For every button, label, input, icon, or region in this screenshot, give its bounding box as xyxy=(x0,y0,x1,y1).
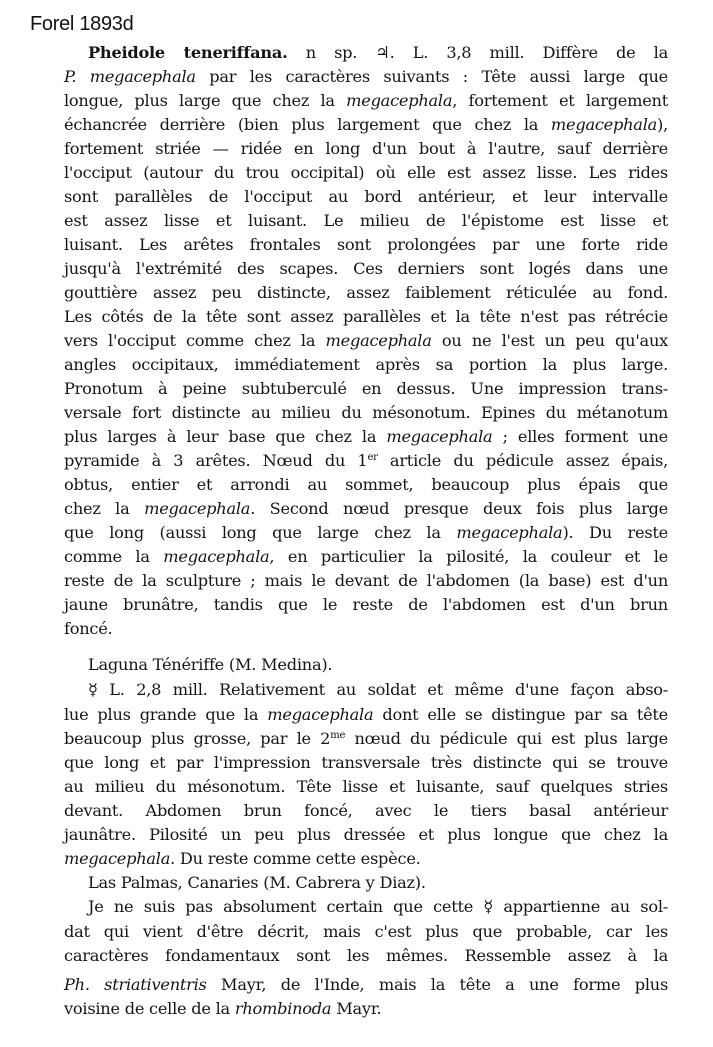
text-line xyxy=(64,330,668,352)
text-run: devant. Abdomen brun foncé, avec le tiers basal antérieur xyxy=(64,801,668,820)
text-run: luisant. Les arêtes frontales sont prolongées par une forte ride xyxy=(64,235,668,254)
text-run: lue plus grande que la xyxy=(64,705,268,724)
text-run: dont elle se distingue par sa tête xyxy=(373,705,668,724)
text-line xyxy=(64,998,668,1020)
text-run: . Second nœud presque deux fois plus large xyxy=(250,499,668,518)
text-line xyxy=(64,921,668,943)
text-line xyxy=(64,114,668,136)
text-run: l'occiput (autour du trou occipital) où elle est assez lisse. Les rides xyxy=(64,163,668,182)
superscript: me xyxy=(330,730,346,741)
italic-taxon: megacephala xyxy=(267,705,374,724)
text-run: , fortement et largement xyxy=(452,91,668,110)
text-line xyxy=(64,258,668,280)
text-line xyxy=(64,570,668,592)
text-run: chez la xyxy=(64,499,145,518)
text-line xyxy=(64,210,668,232)
text-line xyxy=(64,522,668,544)
text-run: foncé. xyxy=(64,619,113,638)
text-line xyxy=(64,450,668,472)
text-run: jusqu'à l'extrémité des scapes. Ces derniers sont logés dans une xyxy=(64,259,668,278)
text-line xyxy=(64,776,668,798)
text-line xyxy=(64,498,668,520)
text-line xyxy=(88,872,668,894)
text-line xyxy=(64,945,668,967)
text-run: est assez lisse et luisant. Le milieu de l'épistome est lisse et xyxy=(64,211,668,230)
italic-taxon: rhombinoda xyxy=(234,999,332,1018)
text-run: ). Du reste xyxy=(562,523,668,542)
text-run: ), xyxy=(657,115,668,134)
text-run: comme la xyxy=(64,547,164,566)
text-run: longue, plus large que chez la xyxy=(64,91,347,110)
text-line xyxy=(64,282,668,304)
text-run: n sp. ♃. L. 3,8 mill. Diffère de la xyxy=(287,43,669,62)
text-run: versale fort distincte au milieu du mésonotum. Epines du métanotum xyxy=(64,403,668,422)
text-run: que long et par l'impression transversale très distincte qui se trouve xyxy=(64,753,668,772)
text-run: , en particulier la pilosité, la couleur et le xyxy=(269,547,668,566)
text-run: sont parallèles de l'occiput au bord antérieur, et leur intervalle xyxy=(64,187,668,206)
text-line xyxy=(64,66,668,88)
text-line xyxy=(88,679,668,701)
text-run: Pronotum à peine subtuberculé en dessus. Une impression trans- xyxy=(64,379,668,398)
text-line xyxy=(64,90,668,112)
italic-taxon: megacephala xyxy=(163,547,270,566)
text-run: ; elles forment une xyxy=(492,427,668,446)
text-run: ou ne l'est un peu qu'aux xyxy=(431,331,669,350)
text-run: échancrée derrière (bien plus largement que chez la xyxy=(64,115,551,134)
text-line xyxy=(64,800,668,822)
text-run: obtus, entier et arrondi au sommet, beaucoup plus épais que xyxy=(64,475,668,494)
text-line xyxy=(64,618,668,640)
text-run: jaunâtre. Pilosité un peu plus dressée et plus longue que chez la xyxy=(64,825,668,844)
text-run: ☿ L. 2,8 mill. Relativement au soldat et même d'une façon abso- xyxy=(88,680,668,699)
text-run: vers l'occiput comme chez la xyxy=(64,331,326,350)
text-run: que long (aussi long que large chez la xyxy=(64,523,457,542)
italic-taxon: megacephala xyxy=(550,115,658,134)
text-run: Je ne suis pas absolument certain que cette ☿ appartienne au sol- xyxy=(88,897,668,916)
text-line xyxy=(64,162,668,184)
text-line xyxy=(64,824,668,846)
text-run: dat qui vient d'être décrit, mais c'est plus que probable, car les xyxy=(64,922,668,941)
italic-taxon: megacephala xyxy=(325,331,432,350)
text-run: Mayr. xyxy=(331,999,382,1018)
text-run: caractères fondamentaux sont les mêmes. Ressemble assez à la xyxy=(64,946,668,965)
italic-taxon: megacephala xyxy=(64,849,171,868)
italic-taxon: P. megacephala xyxy=(64,67,196,86)
italic-taxon: megacephala xyxy=(386,427,493,446)
text-run: reste de la sculpture ; mais le devant de l'abdomen (la base) est d'un xyxy=(64,571,668,590)
text-line xyxy=(64,704,668,726)
text-line xyxy=(64,234,668,256)
italic-taxon: megacephala xyxy=(346,91,453,110)
text-line xyxy=(64,848,668,870)
text-line xyxy=(64,474,668,496)
text-line xyxy=(64,752,668,774)
text-line xyxy=(88,896,668,918)
text-run: voisine de celle de la xyxy=(64,999,235,1018)
text-line xyxy=(64,728,668,750)
text-line xyxy=(64,974,668,996)
text-run: . Du reste comme cette espèce. xyxy=(170,849,421,868)
text-run: jaune brunâtre, tandis que le reste de l'abdomen est d'un brun xyxy=(64,595,668,614)
text-run: angles occipitaux, immédiatement après sa portion la plus large. xyxy=(64,355,668,374)
text-run: plus larges à leur base que chez la xyxy=(64,427,387,446)
text-line xyxy=(88,42,668,64)
text-run: fortement striée — ridée en long d'un bout à l'autre, sauf derrière xyxy=(64,139,668,158)
text-run: nœud du pédicule qui est plus large xyxy=(345,729,668,748)
text-run: au milieu du mésonotum. Tête lisse et luisante, sauf quelques stries xyxy=(64,777,668,796)
italic-taxon: megacephala xyxy=(144,499,251,518)
text-line xyxy=(88,654,668,676)
text-run: pyramide à 3 arêtes. Nœud du 1 xyxy=(64,451,368,470)
text-line xyxy=(64,402,668,424)
text-run: Las Palmas, Canaries (M. Cabrera y Diaz). xyxy=(88,873,426,892)
text-run: par les caractères suivants : Tête aussi large que xyxy=(195,67,668,86)
text-run: gouttière assez peu distincte, assez faiblement réticulée au fond. xyxy=(64,283,668,302)
text-line xyxy=(64,306,668,328)
text-line xyxy=(64,138,668,160)
text-run: Laguna Ténériffe (M. Medina). xyxy=(88,655,333,674)
italic-taxon: Ph. striativentris xyxy=(64,975,207,994)
text-run: Mayr, de l'Inde, mais la tête a une forme plus xyxy=(206,975,669,994)
text-line xyxy=(64,546,668,568)
document-label: Forel 1893d xyxy=(30,13,134,35)
text-line xyxy=(64,594,668,616)
text-run: article du pédicule assez épais, xyxy=(377,451,668,470)
text-line xyxy=(64,378,668,400)
italic-taxon: megacephala xyxy=(456,523,563,542)
text-run: beaucoup plus grosse, par le 2 xyxy=(64,729,331,748)
text-line xyxy=(64,426,668,448)
text-run: Les côtés de la tête sont assez parallèles et la tête n'est pas rétrécie xyxy=(64,307,668,326)
bold-species-name: Pheidole teneriffana. xyxy=(88,43,288,62)
text-line xyxy=(64,354,668,376)
superscript: er xyxy=(367,452,378,463)
text-line xyxy=(64,186,668,208)
